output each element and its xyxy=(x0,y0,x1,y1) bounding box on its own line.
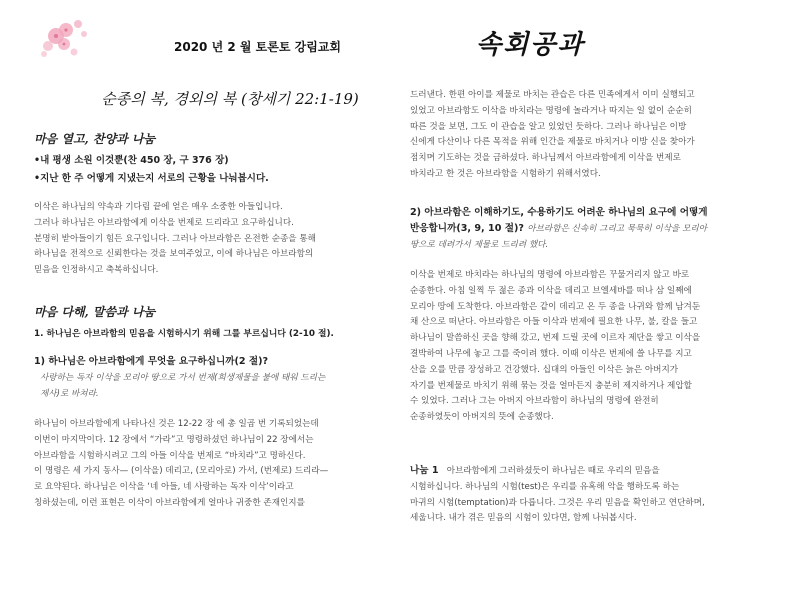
sharing-block xyxy=(410,463,705,527)
brand-logo-text xyxy=(476,24,676,64)
cherry-blossom-icon xyxy=(34,14,114,64)
point-1: 1. 하나님은 아브라함의 믿음을 시험하시기 위해 그를 부르십니다 (2-10 절). xyxy=(34,329,334,339)
answer-line: 땅으로 데려가서 제물로 드리려 했다. xyxy=(410,240,549,250)
question-2-answer: 아브라함은 신속히 그리고 묵묵히 이삭을 모리아 xyxy=(527,224,707,234)
body-line: 수 있었다. 그러나 그는 아버지 아브라함이 하나님의 명령에 완전히 xyxy=(410,396,659,407)
church-title: 2020 년 2 월 토론토 강림교회 xyxy=(174,40,341,54)
intro-line: 분명히 받아들이기 힘든 요구입니다. 그러나 아브라함은 온전한 순종을 통해 xyxy=(34,233,316,244)
intro-line: 이삭은 하나님의 약속과 기다림 끝에 얻은 매우 소중한 아들입니다. xyxy=(34,202,283,212)
sharing-line: 시험하십니다. 하나님의 시험(test)은 우리를 유혹해 악을 행하도록 하는 xyxy=(410,481,680,492)
question-2-answer-cont xyxy=(410,238,548,254)
body-paragraph-left xyxy=(34,417,328,512)
hymn-line: •내 평생 소원 이것뿐(찬 450 장, 구 376 장) xyxy=(34,155,229,166)
brand-text: 속회공과 xyxy=(476,30,585,60)
body-line: 결박하여 나무에 놓고 그를 죽이려 했다. 이때 이삭은 번제에 쓸 나무를 지고 xyxy=(410,348,692,359)
body-line: 채 산으로 떠난다. 아브라함은 아들 이삭과 번제에 필요한 나무, 불, 칼을 들고 xyxy=(410,317,698,328)
body-line: 이번이 마지막이다. 12 장에서 “가라”고 명령하셨던 하나님이 22 장에서는 xyxy=(34,434,314,445)
sharing-line: 마귀의 시험(temptation)과 다릅니다. 그것은 우리 믿음을 확인하고 연단하며, xyxy=(410,497,705,508)
body-line: 있었고 아브라함도 이삭을 바치라는 명령에 놀라거나 따지는 일 없이 순순히 xyxy=(410,105,692,116)
section-heading-word: 마음 다해, 말씀과 나눔 xyxy=(34,305,156,319)
body-line: 바치라고 한 것은 아브라함을 시험하기 위해서였다. xyxy=(410,168,601,179)
question-2-text: 반응합니까(3, 9, 10 절)? xyxy=(410,223,524,234)
intro-line: 믿음을 인정하시고 축복하십니다. xyxy=(34,265,159,276)
answer-line: 제사)로 바쳐라. xyxy=(40,388,99,399)
question-1-text: 1) 하나님은 아브라함에게 무엇을 요구하십니까(2 절)? xyxy=(34,356,269,367)
intro-line: 하나님을 전적으로 신뢰한다는 것을 보여주었고, 이에 하나님은 아브라함의 xyxy=(34,249,314,260)
question-1 xyxy=(34,354,268,370)
body-line: 따른 것을 보면, 그도 이 관습을 알고 있었던 듯하다. 그러나 하나님은 이방 xyxy=(410,121,687,132)
body-line: 로 요약된다. 하나님은 이삭을 ‘네 아들, 네 사랑하는 독자 이삭’이라고 xyxy=(34,482,294,493)
question-2-line xyxy=(410,221,708,237)
answer-line: 사랑하는 독자 이삭을 모리아 땅으로 가서 번제(희생제물을 불에 태워 드리는 xyxy=(40,373,326,383)
body-line: 순종하였듯이 아버지의 뜻에 순종했다. xyxy=(410,412,554,423)
question-2-line: 2) 아브라함은 이해하기도, 수용하기도 어려운 하나님의 요구에 어떻게 xyxy=(410,207,708,218)
question-1-answer xyxy=(40,371,325,403)
body-line: 신에게 다산이나 다른 목적을 위해 인간을 제물로 바치거나 이방 신을 찾아가 xyxy=(410,137,695,148)
body-line: 드러낸다. 한편 아이를 제물로 바치는 관습은 다른 민족에게서 이미 실행되고 xyxy=(410,90,695,100)
intro-line: 그러나 하나님은 아브라함에게 이삭을 번제로 드리라고 요구하십니다. xyxy=(34,217,294,228)
body-line: 칭하셨는데, 이런 표현은 이삭이 아브라함에게 얼마나 귀중한 존재인지를 xyxy=(34,497,305,508)
sharing-line: 세웁니다. 내가 겪은 믿음의 시험이 있다면, 함께 나눠봅시다. xyxy=(410,513,637,524)
sermon-title: 순종의 복, 경외의 복 (창세기 22:1-19) xyxy=(101,90,359,108)
body-line: 점치며 기도하는 것을 금하셨다. 하나님께서 아브라함에게 이삭을 번제로 xyxy=(410,153,681,164)
body-line: 산을 오를 만큼 장성하고 건강했다. 십대의 아들인 이삭은 늙은 아버지가 xyxy=(410,364,679,375)
body-line: 하나님이 아브라함에게 나타나신 것은 12-22 장 에 총 일곱 번 기록되었는데 xyxy=(34,419,319,429)
sharing-line xyxy=(410,463,705,480)
section-heading-praise: 마음 열고, 찬양과 나눔 xyxy=(34,132,156,146)
body-line: 이 명령은 세 가지 동사— (이삭을) 데리고, (모리아로) 가서, (번제로) 드리라— xyxy=(34,466,329,477)
body-paragraph-right xyxy=(410,268,700,426)
body-line: 자기를 번제물로 바치기 위해 묶는 것을 얼마든지 충분히 제지하거나 제압할 xyxy=(410,380,692,391)
sharing-text: 아브라함에게 그러하셨듯이 하나님은 때로 우리의 믿음을 xyxy=(446,466,660,476)
sharing-label: 나눔 1 xyxy=(410,465,439,476)
continued-paragraph xyxy=(410,88,695,183)
body-line: 순종한다. 아침 일찍 두 젊은 종과 이삭을 데리고 브엘세바를 떠나 삼 일째에 xyxy=(410,285,692,296)
left-column xyxy=(34,0,384,612)
body-line: 하나님이 말씀하신 곳을 향해 갔고, 번제 드릴 곳에 이르자 제단을 쌓고 이삭을 xyxy=(410,333,701,344)
body-line: 아브라함을 시험하시려고 그의 아들 이삭을 번제로 “바치라”고 명하신다. xyxy=(34,450,306,461)
body-line: 이삭을 번제로 바치라는 하나님의 명령에 아브라함은 꾸물거리지 않고 바로 xyxy=(410,270,690,280)
intro-paragraph xyxy=(34,200,316,279)
question-2 xyxy=(410,205,708,237)
right-column xyxy=(410,0,760,612)
body-line: 모리아 땅에 도착한다. 아브라함은 같이 데리고 온 두 종을 나귀와 함께 남겨둔 xyxy=(410,301,701,312)
share-line: •지난 한 주 어떻게 지냈는지 서로의 근황을 나눠봅시다. xyxy=(34,173,269,184)
